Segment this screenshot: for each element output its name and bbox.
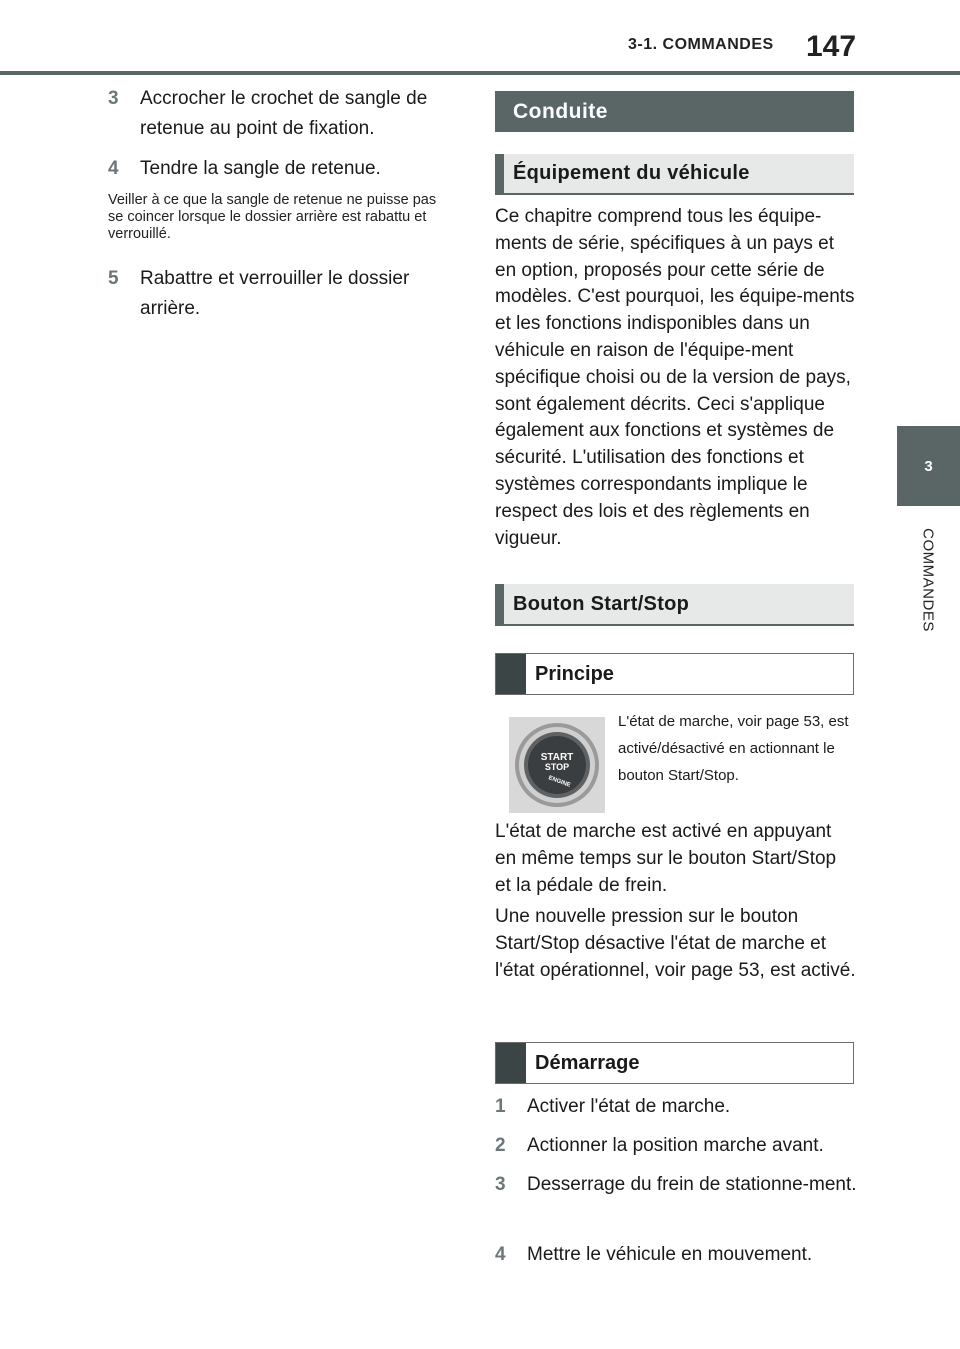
step-number: 4 bbox=[108, 158, 119, 179]
button-label-stop: STOP bbox=[544, 762, 570, 772]
heading-principe-label: Principe bbox=[535, 662, 614, 685]
principe-paragraph-1: L'état de marche est activé en appuyant en même temps sur le bouton Start/Stop et la pédale de frein. bbox=[495, 821, 837, 896]
step-number: 4 bbox=[495, 1244, 506, 1265]
section-title: 3-1. COMMANDES bbox=[628, 36, 774, 53]
step-number: 3 bbox=[495, 1174, 506, 1195]
step-3 bbox=[108, 84, 448, 144]
heading-demarrage bbox=[495, 1042, 854, 1084]
step-text: Accrocher le crochet de sangle de retenue au point de fixation. bbox=[140, 88, 428, 139]
equipement-paragraph: Ce chapitre comprend tous les équipe-ments de série, spécifiques à un pays et en option, proposés pour cette série de modèles. C'est pourquoi, les équipe-ments et les fonctions indisponibles dans un véhicule en raison de l'équipe-ment spécifique choisi ou de la version de pays, sont également décrits. Ceci s'applique également aux fonctions et systèmes de sécurité. L'utilisation des fonctions et systèmes correspondants implique le respect des lois et des règlements en vigueur. bbox=[495, 206, 855, 549]
button-label-start: START bbox=[540, 752, 574, 763]
step-number: 2 bbox=[495, 1135, 506, 1156]
step-number: 5 bbox=[108, 268, 119, 289]
step-number: 3 bbox=[108, 88, 119, 109]
principe-paragraph-2: Une nouvelle pression sur le bouton Start/Stop désactive l'état de marche et l'état opérationnel, voir page 53, est activé. bbox=[495, 906, 856, 981]
button-label-engine: ENGINE bbox=[547, 775, 572, 789]
chapter-tab bbox=[897, 426, 960, 506]
chapter-label: COMMANDES bbox=[919, 528, 937, 632]
step-5 bbox=[108, 264, 448, 324]
step-4 bbox=[108, 154, 448, 184]
step-text: Tendre la sangle de retenue. bbox=[140, 158, 381, 179]
heading-principe bbox=[495, 653, 854, 695]
step-text: Mettre le véhicule en mouvement. bbox=[527, 1244, 813, 1265]
demarrage-step-4 bbox=[495, 1240, 857, 1270]
heading-equipement: Équipement du véhicule bbox=[495, 154, 854, 195]
page-number: 147 bbox=[806, 30, 857, 63]
heading-marker bbox=[496, 654, 526, 694]
heading-bouton-start-stop: Bouton Start/Stop bbox=[495, 584, 854, 626]
step-text: Activer l'état de marche. bbox=[527, 1096, 731, 1117]
step-text: Desserrage du frein de stationne-ment. bbox=[527, 1174, 857, 1195]
demarrage-step-3 bbox=[495, 1170, 857, 1200]
image-caption: L'état de marche, voir page 53, est activé/désactivé en actionnant le bouton Start/Stop. bbox=[618, 713, 849, 784]
demarrage-step-1 bbox=[495, 1092, 857, 1122]
heading-marker bbox=[496, 1043, 526, 1083]
header-rule bbox=[0, 71, 960, 75]
start-stop-button-image bbox=[509, 717, 605, 813]
start-stop-button-icon bbox=[509, 717, 605, 813]
heading-demarrage-label: Démarrage bbox=[535, 1051, 640, 1074]
step-number: 1 bbox=[495, 1096, 506, 1117]
step-text: Actionner la position marche avant. bbox=[527, 1135, 824, 1156]
note-text: Veiller à ce que la sangle de retenue ne puisse pas se coincer lorsque le dossier arrière est rabattu et verrouillé. bbox=[108, 192, 437, 242]
demarrage-step-2 bbox=[495, 1131, 857, 1161]
chapter-number: 3 bbox=[924, 457, 933, 475]
heading-conduite: Conduite bbox=[495, 91, 854, 132]
step-text: Rabattre et verrouiller le dossier arrière. bbox=[140, 268, 410, 319]
